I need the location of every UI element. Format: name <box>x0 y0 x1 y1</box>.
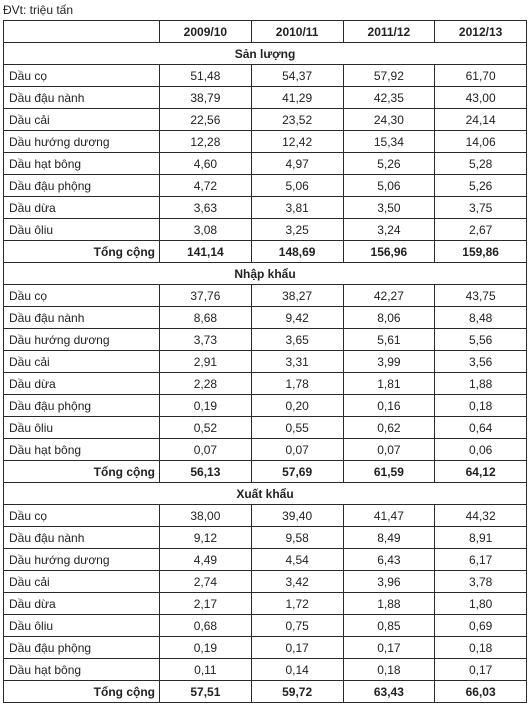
value-cell: 2,17 <box>160 593 252 615</box>
value-cell: 0,20 <box>251 395 343 417</box>
value-cell: 0,64 <box>435 417 527 439</box>
value-cell: 3,25 <box>251 219 343 241</box>
table-row <box>4 65 527 87</box>
total-value-cell: 61,59 <box>343 461 435 483</box>
table-row <box>4 395 527 417</box>
value-cell: 3,42 <box>251 571 343 593</box>
value-cell: 9,42 <box>251 307 343 329</box>
header-cell-year: 2012/13 <box>435 21 527 43</box>
value-cell: 24,14 <box>435 109 527 131</box>
row-label: Dầu hướng dương <box>4 549 160 571</box>
section-header-row <box>4 483 527 505</box>
value-cell: 4,49 <box>160 549 252 571</box>
value-cell: 44,32 <box>435 505 527 527</box>
value-cell: 38,00 <box>160 505 252 527</box>
value-cell: 1,88 <box>343 593 435 615</box>
table-row <box>4 439 527 461</box>
row-label: Dầu ôliu <box>4 615 160 637</box>
value-cell: 0,07 <box>251 439 343 461</box>
value-cell: 3,81 <box>251 197 343 219</box>
value-cell: 2,74 <box>160 571 252 593</box>
value-cell: 1,81 <box>343 373 435 395</box>
value-cell: 8,91 <box>435 527 527 549</box>
value-cell: 1,88 <box>435 373 527 395</box>
header-row <box>4 21 527 43</box>
value-cell: 3,96 <box>343 571 435 593</box>
value-cell: 0,68 <box>160 615 252 637</box>
value-cell: 0,06 <box>435 439 527 461</box>
value-cell: 51,48 <box>160 65 252 87</box>
row-label: Dầu cải <box>4 571 160 593</box>
total-label: Tổng cộng <box>4 461 160 483</box>
header-cell-year: 2010/11 <box>251 21 343 43</box>
table-row <box>4 219 527 241</box>
total-value-cell: 159,86 <box>435 241 527 263</box>
row-label: Dầu ôliu <box>4 219 160 241</box>
value-cell: 0,18 <box>435 395 527 417</box>
value-cell: 3,31 <box>251 351 343 373</box>
value-cell: 15,34 <box>343 131 435 153</box>
table-row <box>4 615 527 637</box>
value-cell: 5,56 <box>435 329 527 351</box>
value-cell: 12,28 <box>160 131 252 153</box>
table-row <box>4 417 527 439</box>
value-cell: 57,92 <box>343 65 435 87</box>
value-cell: 1,80 <box>435 593 527 615</box>
value-cell: 24,30 <box>343 109 435 131</box>
table-row <box>4 153 527 175</box>
total-value-cell: 66,03 <box>435 681 527 703</box>
header-cell-year: 2009/10 <box>160 21 252 43</box>
value-cell: 0,85 <box>343 615 435 637</box>
table-row <box>4 131 527 153</box>
value-cell: 3,56 <box>435 351 527 373</box>
table-body <box>4 43 527 703</box>
table-row <box>4 329 527 351</box>
value-cell: 12,42 <box>251 131 343 153</box>
table-row <box>4 373 527 395</box>
value-cell: 22,56 <box>160 109 252 131</box>
header-cell-year: 2011/12 <box>343 21 435 43</box>
value-cell: 0,18 <box>343 659 435 681</box>
table-row <box>4 351 527 373</box>
table-row <box>4 87 527 109</box>
value-cell: 0,07 <box>343 439 435 461</box>
value-cell: 9,12 <box>160 527 252 549</box>
value-cell: 6,43 <box>343 549 435 571</box>
total-value-cell: 59,72 <box>251 681 343 703</box>
table-row <box>4 527 527 549</box>
value-cell: 0,62 <box>343 417 435 439</box>
table-row <box>4 659 527 681</box>
value-cell: 1,72 <box>251 593 343 615</box>
value-cell: 5,26 <box>435 175 527 197</box>
value-cell: 0,18 <box>435 637 527 659</box>
row-label: Dầu hạt bông <box>4 659 160 681</box>
row-label: Dầu ôliu <box>4 417 160 439</box>
value-cell: 2,91 <box>160 351 252 373</box>
total-row <box>4 241 527 263</box>
value-cell: 2,28 <box>160 373 252 395</box>
row-label: Dầu đậu phộng <box>4 637 160 659</box>
section-title: Nhập khẩu <box>4 263 527 285</box>
value-cell: 38,27 <box>251 285 343 307</box>
value-cell: 4,97 <box>251 153 343 175</box>
value-cell: 3,50 <box>343 197 435 219</box>
value-cell: 0,69 <box>435 615 527 637</box>
value-cell: 0,75 <box>251 615 343 637</box>
table-row <box>4 571 527 593</box>
section-title: Sản lượng <box>4 43 527 65</box>
row-label: Dầu cải <box>4 109 160 131</box>
row-label: Dầu hạt bông <box>4 153 160 175</box>
total-value-cell: 156,96 <box>343 241 435 263</box>
value-cell: 4,72 <box>160 175 252 197</box>
table-row <box>4 197 527 219</box>
value-cell: 5,26 <box>343 153 435 175</box>
row-label: Dầu cọ <box>4 285 160 307</box>
value-cell: 37,76 <box>160 285 252 307</box>
total-value-cell: 56,13 <box>160 461 252 483</box>
value-cell: 39,40 <box>251 505 343 527</box>
value-cell: 14,06 <box>435 131 527 153</box>
value-cell: 0,55 <box>251 417 343 439</box>
value-cell: 43,00 <box>435 87 527 109</box>
value-cell: 0,19 <box>160 395 252 417</box>
table-row <box>4 637 527 659</box>
value-cell: 5,06 <box>343 175 435 197</box>
value-cell: 0,52 <box>160 417 252 439</box>
row-label: Dầu đậu phộng <box>4 175 160 197</box>
row-label: Dầu cải <box>4 351 160 373</box>
value-cell: 4,54 <box>251 549 343 571</box>
row-label: Dầu cọ <box>4 65 160 87</box>
value-cell: 54,37 <box>251 65 343 87</box>
value-cell: 1,78 <box>251 373 343 395</box>
value-cell: 23,52 <box>251 109 343 131</box>
total-label: Tổng cộng <box>4 681 160 703</box>
value-cell: 4,60 <box>160 153 252 175</box>
value-cell: 8,06 <box>343 307 435 329</box>
value-cell: 3,75 <box>435 197 527 219</box>
value-cell: 0,17 <box>251 637 343 659</box>
row-label: Dầu dừa <box>4 593 160 615</box>
value-cell: 0,19 <box>160 637 252 659</box>
value-cell: 0,14 <box>251 659 343 681</box>
total-label: Tổng cộng <box>4 241 160 263</box>
table-row <box>4 175 527 197</box>
value-cell: 9,58 <box>251 527 343 549</box>
row-label: Dầu đậu nành <box>4 307 160 329</box>
row-label: Dầu dừa <box>4 197 160 219</box>
unit-label: ĐVt: triệu tấn <box>3 3 74 17</box>
value-cell: 2,67 <box>435 219 527 241</box>
value-cell: 42,27 <box>343 285 435 307</box>
value-cell: 5,61 <box>343 329 435 351</box>
value-cell: 3,73 <box>160 329 252 351</box>
row-label: Dầu đậu nành <box>4 87 160 109</box>
value-cell: 5,06 <box>251 175 343 197</box>
value-cell: 0,07 <box>160 439 252 461</box>
row-label: Dầu cọ <box>4 505 160 527</box>
section-header-row <box>4 43 527 65</box>
value-cell: 8,68 <box>160 307 252 329</box>
value-cell: 0,17 <box>343 637 435 659</box>
section-title: Xuất khẩu <box>4 483 527 505</box>
value-cell: 43,75 <box>435 285 527 307</box>
value-cell: 3,99 <box>343 351 435 373</box>
total-value-cell: 148,69 <box>251 241 343 263</box>
row-label: Dầu hướng dương <box>4 131 160 153</box>
table-row <box>4 285 527 307</box>
value-cell: 8,48 <box>435 307 527 329</box>
value-cell: 3,78 <box>435 571 527 593</box>
value-cell: 0,17 <box>435 659 527 681</box>
value-cell: 42,35 <box>343 87 435 109</box>
total-value-cell: 141,14 <box>160 241 252 263</box>
value-cell: 41,29 <box>251 87 343 109</box>
value-cell: 5,28 <box>435 153 527 175</box>
value-cell: 3,63 <box>160 197 252 219</box>
value-cell: 6,17 <box>435 549 527 571</box>
value-cell: 0,16 <box>343 395 435 417</box>
table-row <box>4 307 527 329</box>
row-label: Dầu dừa <box>4 373 160 395</box>
value-cell: 61,70 <box>435 65 527 87</box>
total-value-cell: 64,12 <box>435 461 527 483</box>
total-value-cell: 57,51 <box>160 681 252 703</box>
total-value-cell: 57,69 <box>251 461 343 483</box>
table-row <box>4 549 527 571</box>
value-cell: 8,49 <box>343 527 435 549</box>
value-cell: 0,11 <box>160 659 252 681</box>
table-row <box>4 505 527 527</box>
value-cell: 3,24 <box>343 219 435 241</box>
value-cell: 3,08 <box>160 219 252 241</box>
table-row <box>4 593 527 615</box>
section-header-row <box>4 263 527 285</box>
row-label: Dầu hướng dương <box>4 329 160 351</box>
header-cell-corner <box>4 21 160 43</box>
row-label: Dầu hạt bông <box>4 439 160 461</box>
table-row <box>4 109 527 131</box>
total-value-cell: 63,43 <box>343 681 435 703</box>
vegetable-oil-table <box>3 20 527 703</box>
total-row <box>4 461 527 483</box>
row-label: Dầu đậu phộng <box>4 395 160 417</box>
value-cell: 3,65 <box>251 329 343 351</box>
total-row <box>4 681 527 703</box>
value-cell: 41,47 <box>343 505 435 527</box>
value-cell: 38,79 <box>160 87 252 109</box>
row-label: Dầu đậu nành <box>4 527 160 549</box>
